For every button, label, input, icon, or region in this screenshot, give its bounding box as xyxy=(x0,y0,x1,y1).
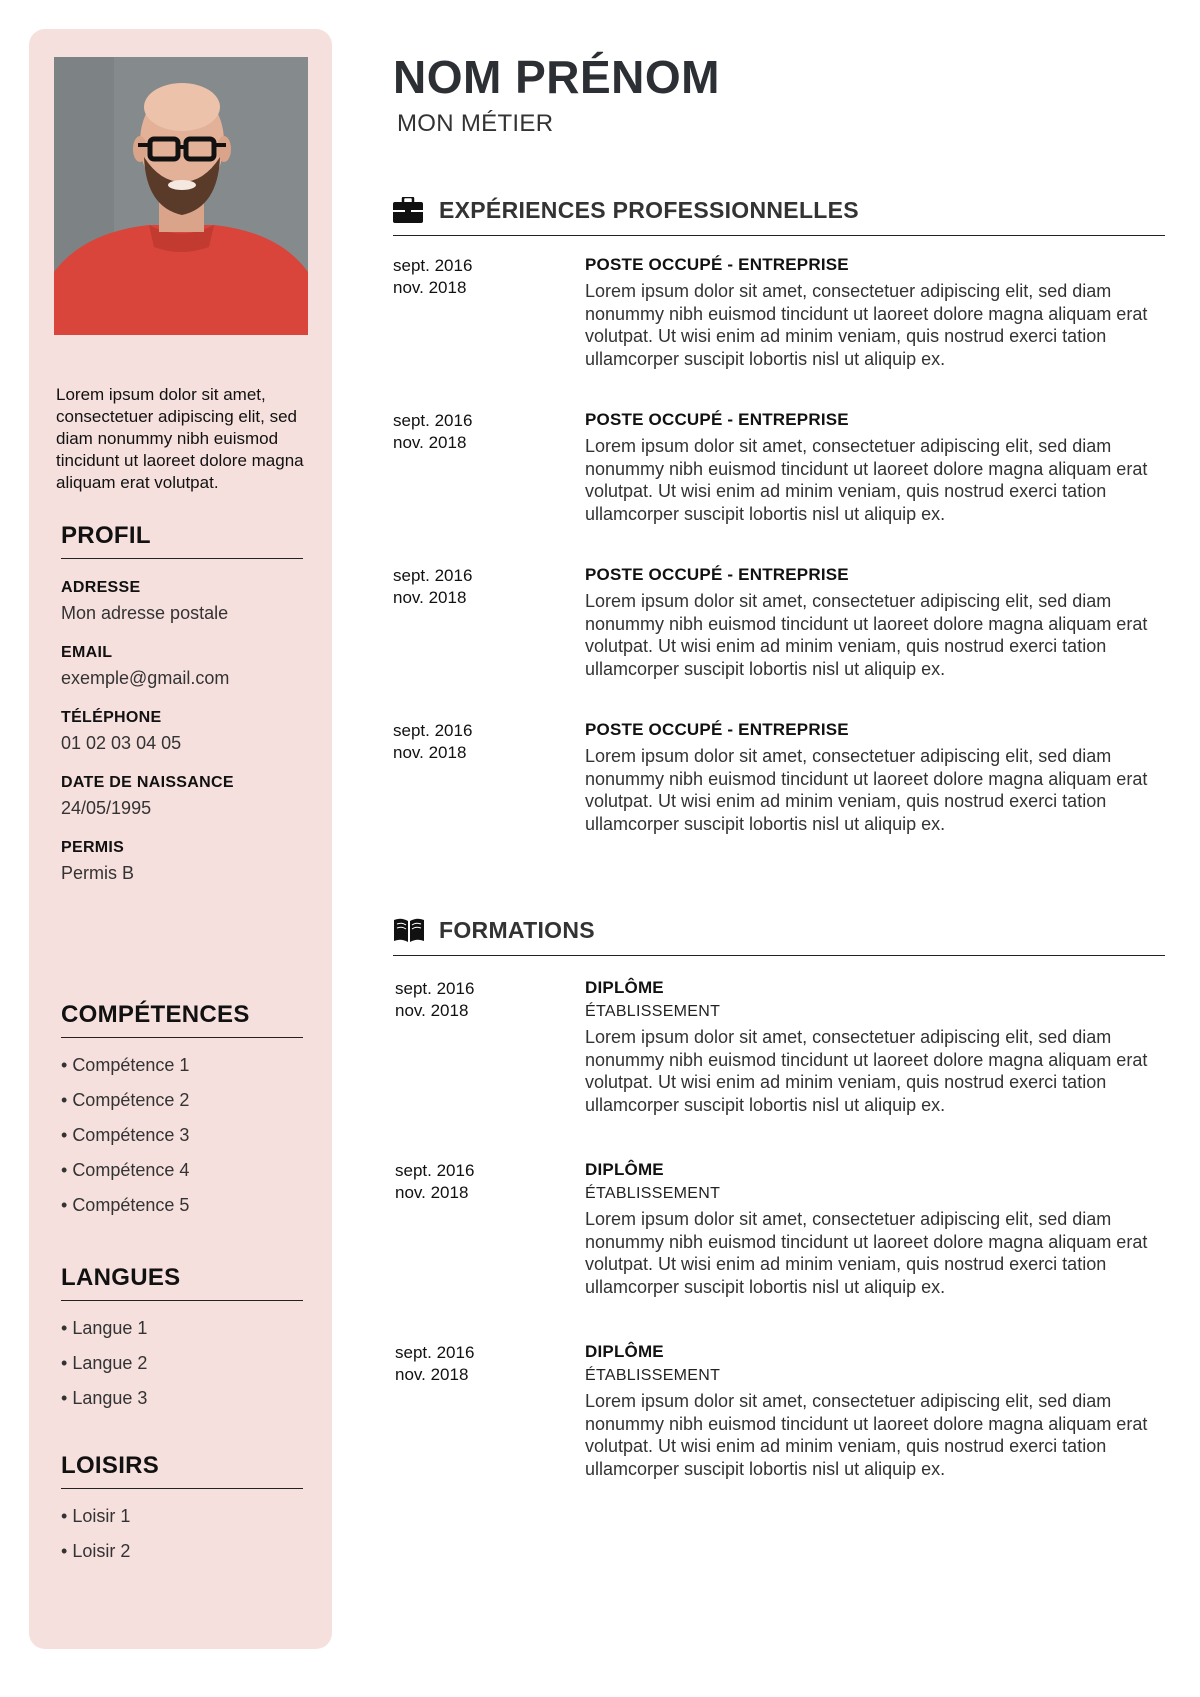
entry-content xyxy=(585,255,1165,370)
info-item-email xyxy=(61,644,303,689)
info-value: Mon adresse postale xyxy=(61,603,229,623)
briefcase-icon xyxy=(393,197,423,223)
entry-description: Lorem ipsum dolor sit amet, consectetuer adipiscing elit, sed diam nonummy nibh euismod tincidunt ut laoreet dolore magna aliquam erat volutpat. Ut wisi enim ad minim veniam, quis nostrud exerci tation ullamcorper suscipit lobortis nisl ut aliquip ex. xyxy=(585,436,1148,524)
profile-photo xyxy=(54,57,308,335)
entry-dates xyxy=(395,1342,474,1386)
langues-list xyxy=(61,1311,303,1416)
info-item-license xyxy=(61,839,303,884)
entry-dates xyxy=(395,978,474,1022)
entry-title: DIPLÔME xyxy=(585,978,664,997)
entry-dates xyxy=(393,255,472,299)
langues-section xyxy=(61,1264,303,1416)
job-title: MON MÉTIER xyxy=(397,110,554,137)
date-start: sept. 2016 xyxy=(395,1343,475,1362)
entry-description: Lorem ipsum dolor sit amet, consectetuer adipiscing elit, sed diam nonummy nibh euismod tincidunt ut laoreet dolore magna aliquam erat volutpat. Ut wisi enim ad minim veniam, quis nostrud exerci tation ullamcorper suscipit lobortis nisl ut aliquip ex. xyxy=(585,281,1148,369)
experiences-title: EXPÉRIENCES PROFESSIONNELLES xyxy=(439,197,859,223)
date-start: sept. 2016 xyxy=(393,566,473,585)
list-item: • Compétence 3 xyxy=(61,1118,303,1153)
entry-content xyxy=(585,565,1165,680)
entry-school: ÉTABLISSEMENT xyxy=(585,1185,721,1202)
entry-description: Lorem ipsum dolor sit amet, consectetuer adipiscing elit, sed diam nonummy nibh euismod tincidunt ut laoreet dolore magna aliquam erat volutpat. Ut wisi enim ad minim veniam, quis nostrud exerci tation ullamcorper suscipit lobortis nisl ut aliquip ex. xyxy=(585,746,1148,834)
entry-description: Lorem ipsum dolor sit amet, consectetuer adipiscing elit, sed diam nonummy nibh euismod tincidunt ut laoreet dolore magna aliquam erat volutpat. Ut wisi enim ad minim veniam, quis nostrud exerci tation ullamcorper suscipit lobortis nisl ut aliquip ex. xyxy=(585,1391,1148,1479)
info-label: TÉLÉPHONE xyxy=(61,709,162,726)
list-item: • Loisir 1 xyxy=(61,1499,303,1534)
loisirs-section xyxy=(61,1452,303,1569)
info-item-address xyxy=(61,579,303,624)
date-end: nov. 2018 xyxy=(395,1001,469,1020)
info-value: Permis B xyxy=(61,863,135,883)
open-book-icon xyxy=(393,917,423,943)
date-end: nov. 2018 xyxy=(393,278,467,297)
entry-school: ÉTABLISSEMENT xyxy=(585,1367,721,1384)
list-item: • Langue 1 xyxy=(61,1311,303,1346)
loisirs-list xyxy=(61,1499,303,1569)
portrait-image xyxy=(54,57,308,335)
page-title: NOM PRÉNOM xyxy=(393,51,720,103)
entry-title: POSTE OCCUPÉ - ENTREPRISE xyxy=(585,565,849,584)
competences-section xyxy=(61,1001,303,1223)
entry-title: DIPLÔME xyxy=(585,1160,664,1179)
date-start: sept. 2016 xyxy=(393,721,473,740)
info-label: EMAIL xyxy=(61,644,113,661)
formations-title: FORMATIONS xyxy=(439,917,595,943)
entry-content xyxy=(585,720,1165,835)
info-value: 01 02 03 04 05 xyxy=(61,733,182,753)
list-item: • Langue 2 xyxy=(61,1346,303,1381)
list-item: • Langue 3 xyxy=(61,1381,303,1416)
info-item-phone xyxy=(61,709,303,754)
entry-title: POSTE OCCUPÉ - ENTREPRISE xyxy=(585,410,849,429)
entry-dates xyxy=(393,410,472,454)
date-end: nov. 2018 xyxy=(393,433,467,452)
date-start: sept. 2016 xyxy=(393,411,473,430)
competences-list xyxy=(61,1048,303,1223)
entry-title: POSTE OCCUPÉ - ENTREPRISE xyxy=(585,255,849,274)
competences-title: COMPÉTENCES xyxy=(61,1001,303,1038)
date-end: nov. 2018 xyxy=(395,1365,469,1384)
date-end: nov. 2018 xyxy=(395,1183,469,1202)
info-value: 24/05/1995 xyxy=(61,798,152,818)
entry-description: Lorem ipsum dolor sit amet, consectetuer adipiscing elit, sed diam nonummy nibh euismod tincidunt ut laoreet dolore magna aliquam erat volutpat. Ut wisi enim ad minim veniam, quis nostrud exerci tation ullamcorper suscipit lobortis nisl ut aliquip ex. xyxy=(585,591,1148,679)
date-start: sept. 2016 xyxy=(395,979,475,998)
profil-section xyxy=(61,522,303,884)
entry-dates xyxy=(395,1160,474,1204)
list-item: • Compétence 2 xyxy=(61,1083,303,1118)
info-value: exemple@gmail.com xyxy=(61,668,230,688)
info-label: DATE DE NAISSANCE xyxy=(61,774,234,791)
date-start: sept. 2016 xyxy=(395,1161,475,1180)
list-item: • Compétence 1 xyxy=(61,1048,303,1083)
entry-title: DIPLÔME xyxy=(585,1342,664,1361)
entry-title: POSTE OCCUPÉ - ENTREPRISE xyxy=(585,720,849,739)
entry-content xyxy=(585,1342,1165,1480)
list-item: • Compétence 5 xyxy=(61,1188,303,1223)
entry-dates xyxy=(393,565,472,609)
entry-dates xyxy=(393,720,472,764)
entry-content xyxy=(585,978,1165,1116)
entry-description: Lorem ipsum dolor sit amet, consectetuer adipiscing elit, sed diam nonummy nibh euismod tincidunt ut laoreet dolore magna aliquam erat volutpat. Ut wisi enim ad minim veniam, quis nostrud exerci tation ullamcorper suscipit lobortis nisl ut aliquip ex. xyxy=(585,1209,1148,1297)
entry-school: ÉTABLISSEMENT xyxy=(585,1003,721,1020)
formations-header xyxy=(393,915,1165,956)
date-end: nov. 2018 xyxy=(393,743,467,762)
intro-text: Lorem ipsum dolor sit amet, consectetuer adipiscing elit, sed diam nonummy nibh euismod tincidunt ut laoreet dolore magna aliquam erat volutpat. xyxy=(56,385,304,492)
entry-content xyxy=(585,410,1165,525)
loisirs-title: LOISIRS xyxy=(61,1452,303,1489)
sidebar xyxy=(29,29,332,1649)
entry-description: Lorem ipsum dolor sit amet, consectetuer adipiscing elit, sed diam nonummy nibh euismod tincidunt ut laoreet dolore magna aliquam erat volutpat. Ut wisi enim ad minim veniam, quis nostrud exerci tation ullamcorper suscipit lobortis nisl ut aliquip ex. xyxy=(585,1027,1148,1115)
profil-title: PROFIL xyxy=(61,522,303,559)
entry-content xyxy=(585,1160,1165,1298)
info-label: PERMIS xyxy=(61,839,125,856)
list-item: • Loisir 2 xyxy=(61,1534,303,1569)
info-label: ADRESSE xyxy=(61,579,141,596)
list-item: • Compétence 4 xyxy=(61,1153,303,1188)
experiences-header xyxy=(393,195,1165,236)
langues-title: LANGUES xyxy=(61,1264,303,1301)
date-start: sept. 2016 xyxy=(393,256,473,275)
date-end: nov. 2018 xyxy=(393,588,467,607)
info-item-birthdate xyxy=(61,774,303,819)
